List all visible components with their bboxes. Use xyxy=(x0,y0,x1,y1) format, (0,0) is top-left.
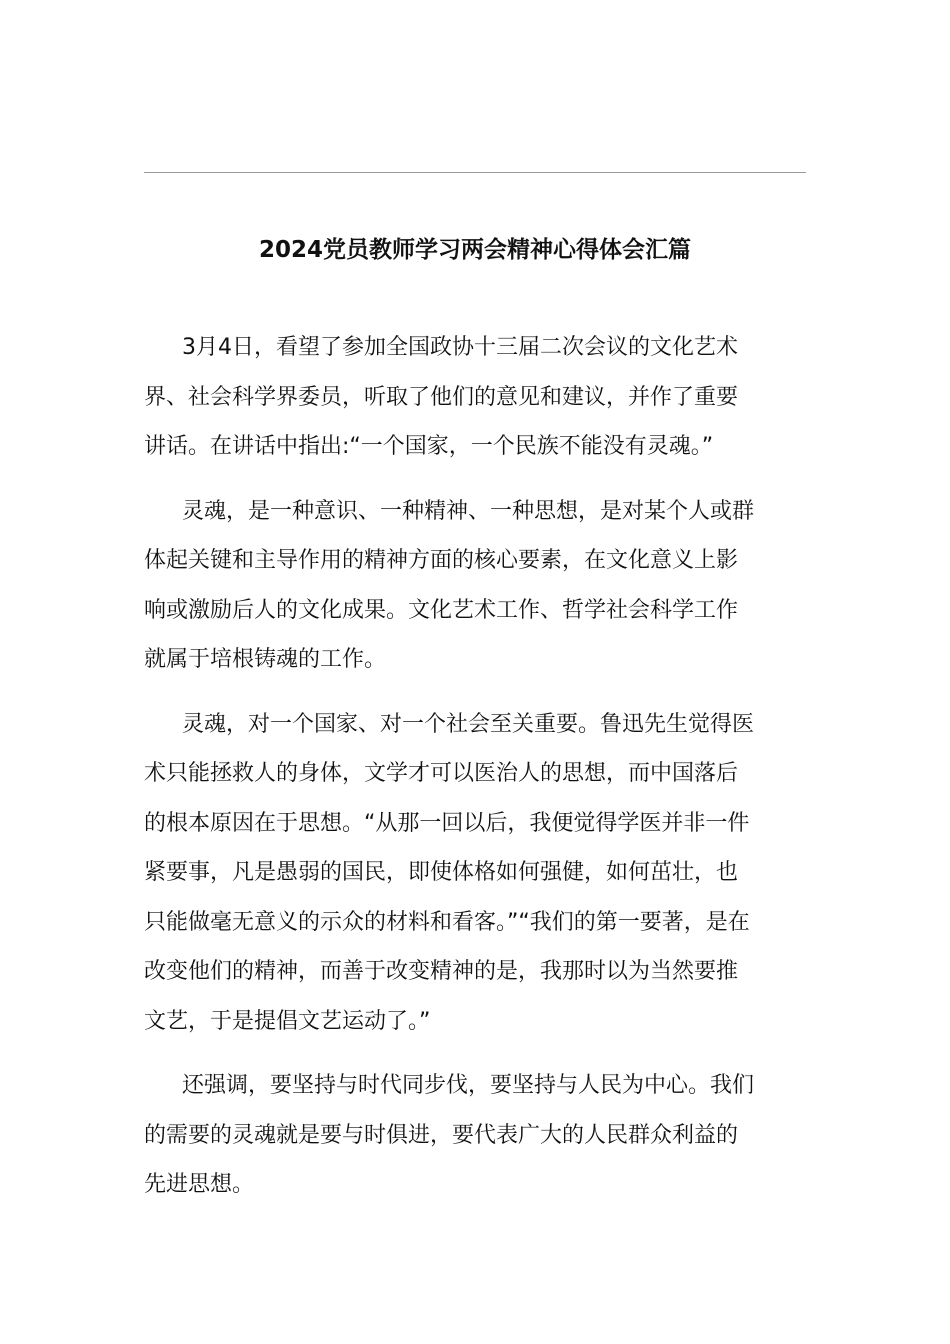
text-line: 讲话。在讲话中指出:“一个国家，一个民族不能没有灵魂。” xyxy=(144,434,714,459)
text-line: 的需要的灵魂就是要与时俱进，要代表广大的人民群众利益的 xyxy=(144,1122,739,1148)
text-line: 改变他们的精神，而善于改变精神的是，我那时以为当然要推 xyxy=(144,959,739,984)
text-line: 体起关键和主导作用的精神方面的核心要素，在文化意义上影 xyxy=(144,548,739,573)
text-line: 术只能拯救人的身体，文学才可以医治人的思想，而中国落后 xyxy=(144,761,739,786)
text-line: 响或激励后人的文化成果。文化艺术工作、哲学社会科学工作 xyxy=(144,597,739,623)
text-line: 界、社会科学界委员，听取了他们的意见和建议，并作了重要 xyxy=(144,384,739,410)
text-line: 还强调，要坚持与时代同步伐，要坚持与人民为中心。我们 xyxy=(182,1073,755,1098)
text-line: 文艺，于是提倡文艺运动了。” xyxy=(144,1008,431,1034)
text-line: 只能做毫无意义的示众的材料和看客。”“我们的第一要著，是在 xyxy=(144,909,750,935)
text-line: 3月4日，看望了参加全国政协十三届二次会议的文化艺术 xyxy=(182,335,738,360)
document-body xyxy=(144,323,806,1225)
document-title: 2024党员教师学习两会精神心得体会汇篇 xyxy=(258,237,691,263)
paragraph-2 xyxy=(144,487,806,685)
paragraph-3 xyxy=(144,700,806,1047)
text-line: 紧要事，凡是愚弱的国民，即使体格如何强健，如何茁壮，也 xyxy=(144,860,739,885)
text-line: 灵魂，对一个国家、对一个社会至关重要。鲁迅先生觉得医 xyxy=(182,711,755,737)
paragraph-4 xyxy=(144,1061,806,1210)
text-line: 就属于培根铸魂的工作。 xyxy=(144,647,387,672)
header-rule xyxy=(144,172,806,173)
text-line: 先进思想。 xyxy=(144,1172,255,1197)
text-line: 的根本原因在于思想。“从那一回以后，我便觉得学医并非一件 xyxy=(144,810,750,836)
paragraph-1 xyxy=(144,323,806,472)
text-line: 灵魂，是一种意识、一种精神、一种思想，是对某个人或群 xyxy=(182,498,755,524)
